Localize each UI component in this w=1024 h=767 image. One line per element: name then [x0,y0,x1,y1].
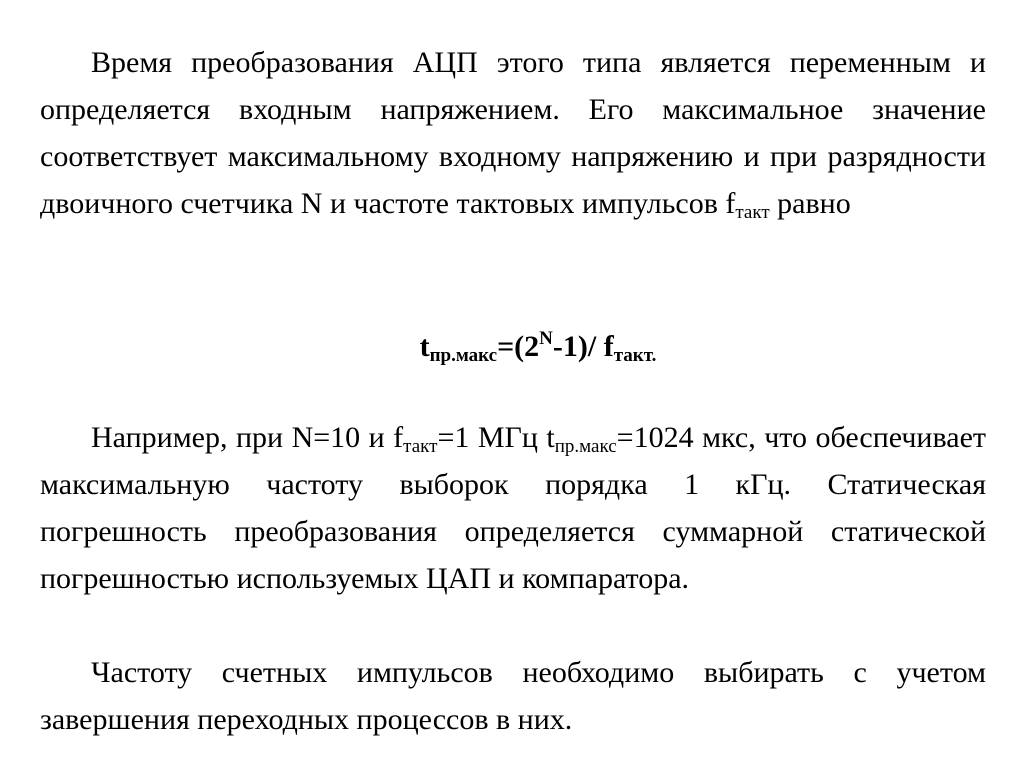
formula-max-conversion-time [0,323,1024,370]
paragraph-2-text-a: Например, при N=10 и f [91,421,404,454]
paragraph-3-text: Частоту счетных импульсов необходимо выбирать с учетом завершения переходных процессов в них. [40,656,986,736]
f-subscript: такт [403,436,438,457]
formula-mid-2: -1)/ f [552,330,614,363]
formula-f-subscript: такт. [613,345,657,366]
paragraph-conversion-time [40,39,986,227]
paragraph-1-end: равно [769,187,851,220]
t-subscript: пр.макс [554,436,617,457]
formula-mid: =(2 [497,330,540,363]
formula-t-subscript: пр.макс [429,345,498,366]
paragraph-2-text-c: =1024 мкс, что обеспечивает максимальную частоту выборок порядка 1 кГц. Статическая погрешность преобразования определяется суммарной статической погрешностью используемых ЦАП и компаратора. [40,421,986,595]
paragraph-pulse-frequency [40,649,986,743]
formula-superscript: N [539,328,553,349]
paragraph-example [40,414,986,602]
f-subscript: такт [735,202,770,223]
formula-t: t [419,330,430,363]
paragraph-1-text: Время преобразования АЦП этого типа является переменным и определяется входным напряжением. Его максимальное значение соответствует максимальному входному напряжению и при разрядности двоичного счетчика N и частоте тактовых импульсов f [40,46,986,220]
paragraph-2-text-b: =1 МГц t [437,421,555,454]
